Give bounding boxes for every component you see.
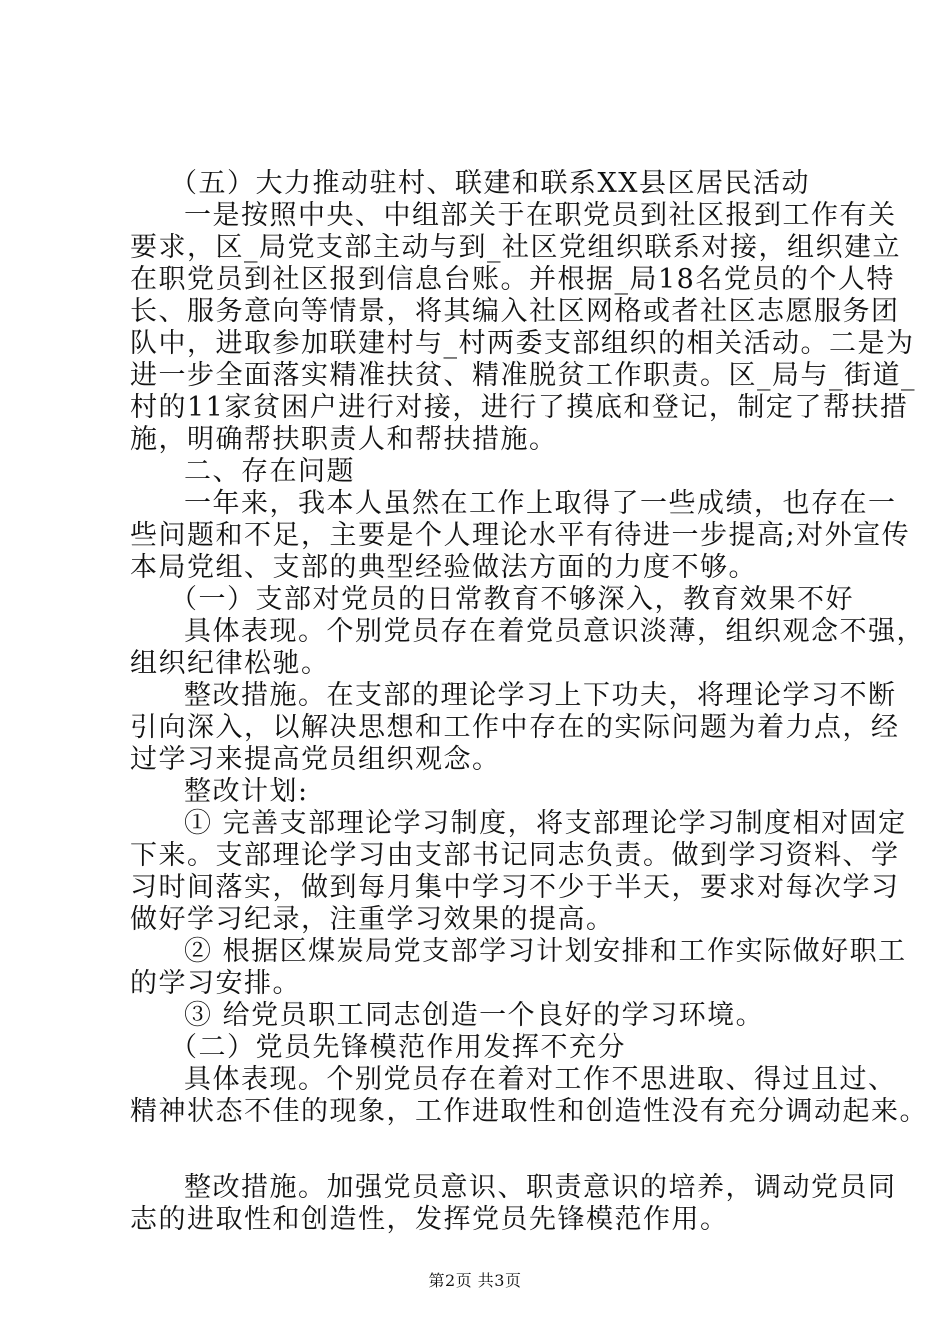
paragraph-line: 长、服务意向等情景，将其编入社区网格或者社区志愿服务团 [130, 296, 900, 327]
section-heading: （一）支部对党员的日常教育不够深入，教育效果不好 [170, 584, 854, 615]
document-body [130, 168, 928, 1236]
page-footer [0, 1271, 950, 1291]
paragraph-line: 做好学习纪录，注重学习效果的提高。 [130, 904, 615, 935]
section-heading: 二、存在问题 [184, 456, 355, 487]
paragraph-line: 村的11家贫困户进行对接，进行了摸底和登记，制定了帮扶措 [130, 392, 909, 423]
paragraph-line: 施，明确帮扶职责人和帮扶措施。 [130, 424, 558, 455]
paragraph-line: 具体表现。个别党员存在着对工作不思进取、得过且过、 [184, 1064, 897, 1095]
paragraph-line: 进一步全面落实精准扶贫、精准脱贫工作职责。区_局与_街道_ [130, 360, 916, 391]
paragraph-line: 一年来，我本人虽然在工作上取得了一些成绩，也存在一 [184, 488, 897, 519]
paragraph-line: 习时间落实，做到每月集中学习不少于半天，要求对每次学习 [130, 872, 900, 903]
paragraph-line: 下来。支部理论学习由支部书记同志负责。做到学习资料、学 [130, 840, 900, 871]
paragraph-line: 的学习安排。 [130, 968, 301, 999]
subheading: 整改计划: [184, 776, 309, 807]
paragraph-line: 要求，区_局党支部主动与到_社区党组织联系对接，组织建立 [130, 232, 901, 263]
blank-line [130, 1128, 830, 1172]
list-item: ① 完善支部理论学习制度，将支部理论学习制度相对固定 [184, 808, 907, 839]
paragraph-line: 精神状态不佳的现象，工作进取性和创造性没有充分调动起来。 [130, 1096, 928, 1127]
paragraph-line: 本局党组、支部的典型经验做法方面的力度不够。 [130, 552, 757, 583]
paragraph-line: 一是按照中央、中组部关于在职党员到社区报到工作有关 [184, 200, 897, 231]
paragraph-line: 整改措施。在支部的理论学习上下功夫，将理论学习不断 [184, 680, 897, 711]
paragraph-line: 些问题和不足，主要是个人理论水平有待进一步提高;对外宣传 [130, 520, 911, 551]
paragraph-line: 队中，进取参加联建村与_村两委支部组织的相关活动。二是为 [130, 328, 915, 359]
section-heading: （二）党员先锋模范作用发挥不充分 [170, 1032, 626, 1063]
list-item: ② 根据区煤炭局党支部学习计划安排和工作实际做好职工 [184, 936, 907, 967]
list-item: ③ 给党员职工同志创造一个良好的学习环境。 [184, 1000, 765, 1031]
paragraph-line: 过学习来提高党员组织观念。 [130, 744, 501, 775]
paragraph-line: 志的进取性和创造性，发挥党员先锋模范作用。 [130, 1204, 729, 1235]
page-number-label: 第2页 共3页 [428, 1271, 522, 1290]
paragraph-line: 整改措施。加强党员意识、职责意识的培养，调动党员同 [184, 1172, 897, 1203]
paragraph-line: 在职党员到社区报到信息台账。并根据_局18名党员的个人特 [130, 264, 895, 295]
section-heading: （五）大力推动驻村、联建和联系XX县区居民活动 [170, 168, 810, 199]
paragraph-line: 引向深入，以解决思想和工作中存在的实际问题为着力点，经 [130, 712, 900, 743]
paragraph-line: 具体表现。个别党员存在着党员意识淡薄，组织观念不强， [184, 616, 925, 647]
paragraph-line: 组织纪律松驰。 [130, 648, 330, 679]
